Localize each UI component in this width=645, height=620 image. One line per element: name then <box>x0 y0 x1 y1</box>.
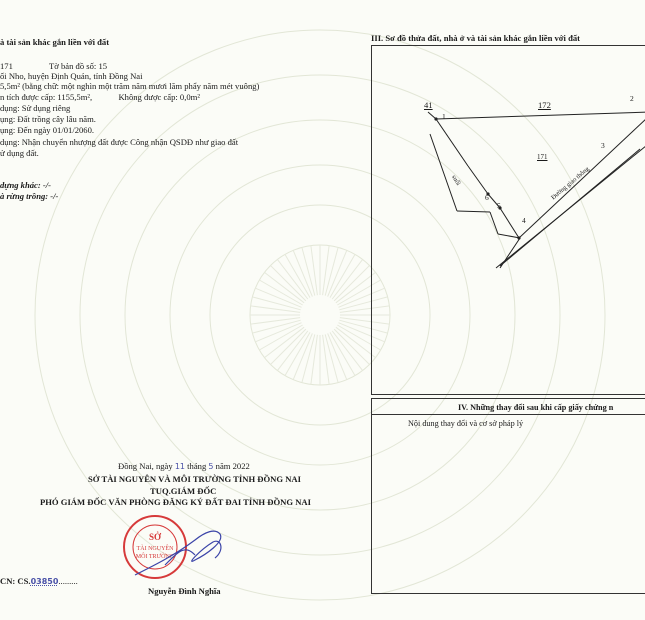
date-day: 11 <box>174 462 185 471</box>
watermark-ray <box>271 266 306 301</box>
date-prefix: Đồng Nai, ngày <box>118 461 173 471</box>
point-2-label: 2 <box>630 94 634 103</box>
watermark-ray <box>252 297 300 310</box>
watermark-ray <box>325 247 338 295</box>
svg-text:MÔI TRƯỜNG: MÔI TRƯỜNG <box>135 554 175 560</box>
cn-label: CN: CS. <box>0 576 31 586</box>
svg-text:SỞ: SỞ <box>148 532 162 542</box>
cn-number: 03850 <box>30 577 59 586</box>
parcel-number: 171 <box>0 61 13 71</box>
section-iv-column-header: Nội dung thay đổi và cơ sở pháp lý <box>408 419 524 428</box>
watermark-ray <box>334 266 369 301</box>
point-6-label: 6 <box>485 193 489 202</box>
parcel-line <box>0 61 107 71</box>
origin-line-1: dụng: Nhận chuyển nhượng đất được Công nhận QSDĐ như giao đất <box>0 137 239 147</box>
watermark-ray <box>334 329 369 364</box>
area-line: 5,5m² (bằng chữ: một nghìn một trăm năm mươi lăm phẩy năm mét vuông) <box>0 81 260 91</box>
watermark-ray <box>251 306 301 313</box>
purpose-line: ụng: Đất trồng cây lâu năm. <box>0 114 96 124</box>
parcel-map-frame <box>371 45 645 395</box>
point-4-label: 4 <box>522 216 526 225</box>
section-iii-title: III. Sơ đồ thửa đất, nhà ở và tài sản khác gắn liền với đất <box>371 33 581 43</box>
cn-code: CN: CS.03850......... <box>0 576 78 586</box>
neighbor-41-label: 41 <box>424 100 433 110</box>
granted-area-line <box>0 92 200 102</box>
watermark-ray <box>252 320 300 333</box>
point-1-label: 1 <box>442 112 446 121</box>
watermark-ray <box>271 329 306 364</box>
granted-area: n tích được cấp: 1155,5m², <box>0 92 93 102</box>
watermark-ray <box>251 318 301 325</box>
handwritten-signature <box>125 520 235 585</box>
tuq-line: TUQ.GIÁM ĐỐC <box>150 486 217 496</box>
neighbor-172-label: 172 <box>538 100 551 110</box>
watermark-ray <box>323 246 330 296</box>
date-year: năm 2022 <box>215 461 250 471</box>
date-month: 5 <box>208 462 214 471</box>
road-label: Đường giao thông <box>550 165 591 202</box>
parcel-171-label: 171 <box>537 153 548 161</box>
watermark-ray <box>325 334 338 382</box>
section-iv-title: IV. Những thay đổi sau khi cấp giấy chứng n <box>458 403 614 412</box>
watermark-ray <box>323 335 330 385</box>
stream-label: suối <box>450 174 462 187</box>
origin-line-2: ử dụng đất. <box>0 148 39 158</box>
signer-name: Nguyễn Đình Nghĩa <box>148 586 221 596</box>
signer-position: PHÓ GIÁM ĐỐC VĂN PHÒNG ĐĂNG KÝ ĐẤT ĐAI TỈNH ĐỒNG NAI <box>40 497 311 507</box>
sheet-number: 15 <box>98 61 108 71</box>
changes-table <box>371 398 645 594</box>
watermark-ray <box>311 246 318 296</box>
address-line: ối Nho, huyện Định Quán, tỉnh Đồng Nai <box>0 71 143 81</box>
date-line <box>118 461 250 472</box>
watermark-ray <box>302 334 315 382</box>
point-5-label: 5 <box>497 201 501 210</box>
other-works-line: dựng khác: -/- <box>0 180 51 190</box>
section-heading-left: à tài sản khác gắn liền với đất <box>0 37 110 47</box>
term-line: ụng: Đến ngày 01/01/2060. <box>0 125 95 135</box>
month-label: tháng <box>187 461 207 471</box>
parcel-map <box>372 46 645 394</box>
sheet-label: Tờ bản đồ số: <box>49 61 97 71</box>
watermark-ray <box>311 335 318 385</box>
not-granted-area: Không được cấp: 0,0m² <box>118 92 200 102</box>
forest-line: à rừng trồng: -/- <box>0 191 59 201</box>
svg-text:TÀI NGUYÊN: TÀI NGUYÊN <box>136 546 174 552</box>
point-3-label: 3 <box>601 141 605 150</box>
watermark-ray <box>302 247 315 295</box>
agency-name: SỞ TÀI NGUYÊN VÀ MÔI TRƯỜNG TỈNH ĐỒNG NAI <box>88 474 301 484</box>
usage-form-line: dụng: Sử dụng riêng <box>0 103 71 113</box>
